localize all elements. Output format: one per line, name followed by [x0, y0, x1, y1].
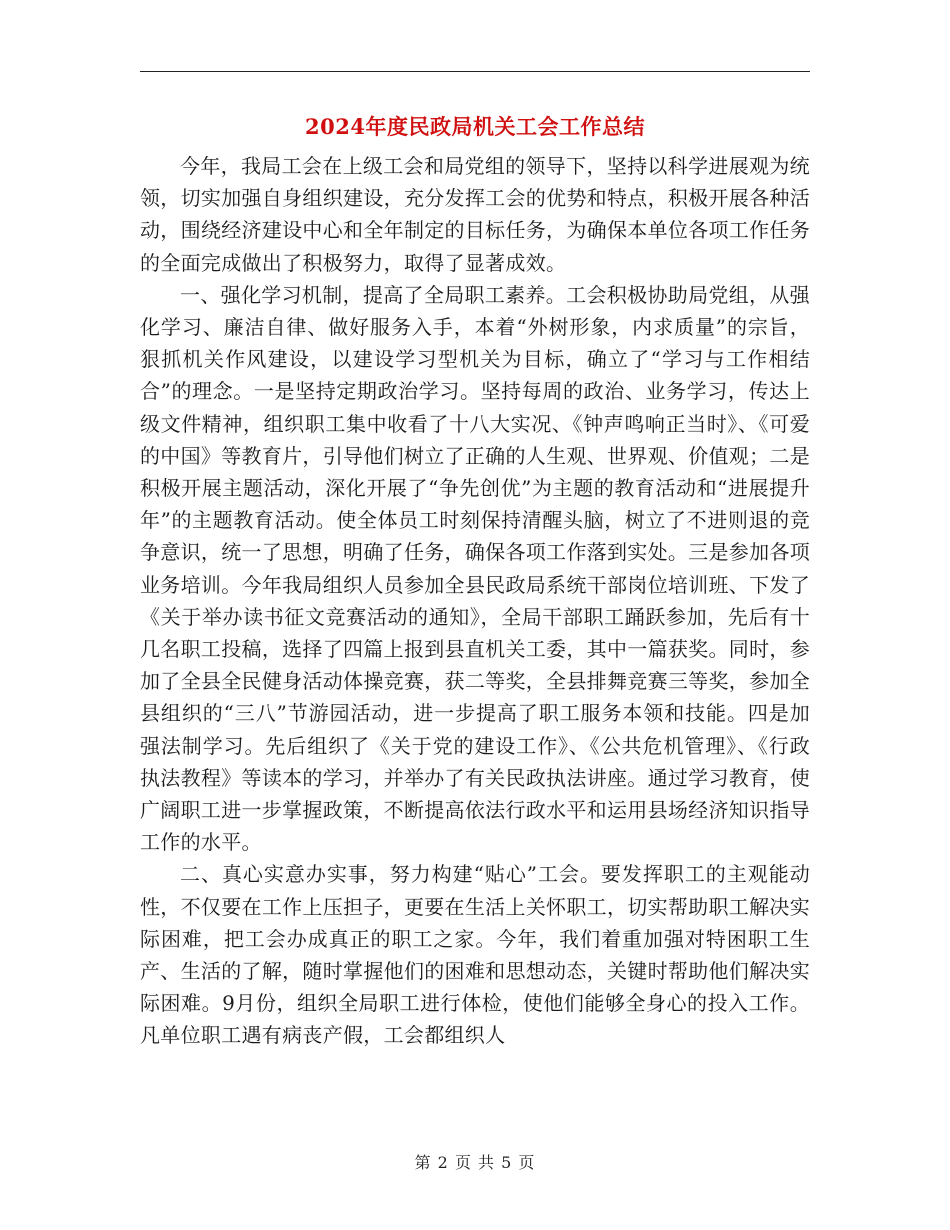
paragraph-intro: 今年，我局工会在上级工会和局党组的领导下，坚持以科学进展观为统领，切实加强自身组织建设，充分发挥工会的优势和特点，积极开展各种活动，围绕经济建设中心和全年制定的目标任务，为确保本单位各项工作任务的全面完成做出了积极努力，取得了显著成效。: [140, 154, 810, 275]
paragraph-section-2: 二、真心实意办实事，努力构建“贴心”工会。要发挥职工的主观能动性，不仅要在工作上压担子，更要在生活上关怀职工，切实帮助职工解决实际困难，把工会办成真正的职工之家。今年，我们着重加强对特困职工生产、生活的了解，随时掌握他们的困难和思想动态，关键时帮助他们解决实际困难。9月份，组织全局职工进行体检，使他们能够全身心的投入工作。凡单位职工遇有病丧产假，工会都组织人: [140, 862, 810, 1048]
header-rule: [140, 71, 810, 72]
document-title: 2024年度民政局机关工会工作总结: [305, 114, 645, 139]
document-body: [140, 150, 810, 1052]
paragraph-section-1: 一、强化学习机制，提高了全局职工素养。工会积极协助局党组，从强化学习、廉洁自律、做好服务入手，本着“外树形象，内求质量”的宗旨，狠抓机关作风建设，以建设学习型机关为目标，确立了“学习与工作相结合”的理念。一是坚持定期政治学习。坚持每周的政治、业务学习，传达上级文件精神，组织职工集中收看了十八大实况、《钟声鸣响正当时》、《可爱的中国》等教育片，引导他们树立了正确的人生观、世界观、价值观；二是积极开展主题活动，深化开展了“争先创优”为主题的教育活动和“进展提升年”的主题教育活动。使全体员工时刻保持清醒头脑，树立了不进则退的竞争意识，统一了思想，明确了任务，确保各项工作落到实处。三是参加各项业务培训。今年我局组织人员参加全县民政局系统干部岗位培训班、下发了《关于举办读书征文竞赛活动的通知》，全局干部职工踊跃参加，先后有十几名职工投稿，选择了四篇上报到县直机关工委，其中一篇获奖。同时，参加了全县全民健身活动体操竞赛，获二等奖，全县排舞竞赛三等奖，参加全县组织的“三八”节游园活动，进一步提高了职工服务本领和技能。四是加强法制学习。先后组织了《关于党的建设工作》、《公共危机管理》、《行政执法教程》等读本的学习，并举办了有关民政执法讲座。通过学习教育，使广阔职工进一步掌握政策，不断提高依法行政水平和运用县场经济知识指导工作的水平。: [140, 282, 810, 855]
page-number: 第 2 页 共 5 页: [414, 1153, 536, 1172]
